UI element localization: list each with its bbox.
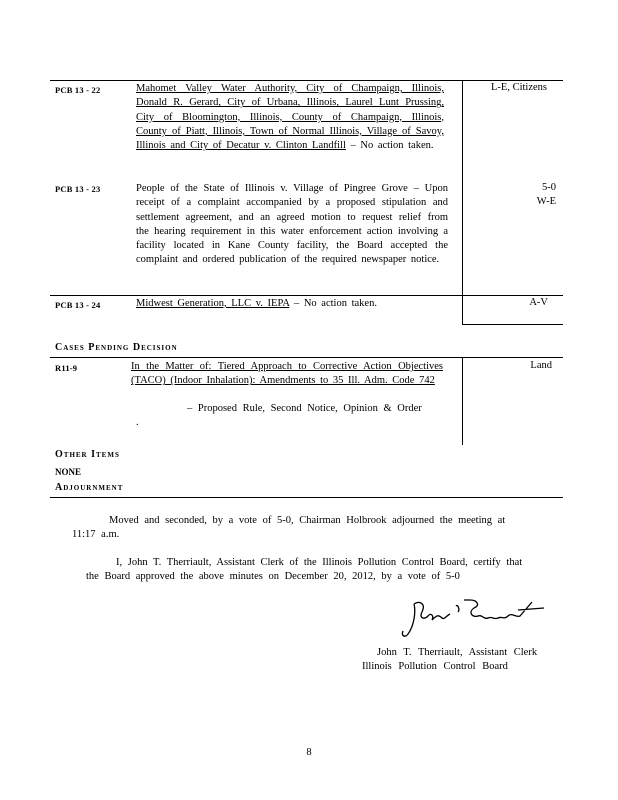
case-description: [136, 82, 444, 153]
case-title: In the Matter of: Tiered Approach to Corrective Action Objectives (TACO) (Indoor Inhalation): Amendments to 35 Ill. Adm. Code 742: [131, 361, 443, 387]
case-action: – No action taken.: [289, 298, 377, 309]
case-number: PCB 13 - 22: [55, 85, 101, 95]
adjournment-paragraph: Moved and seconded, by a vote of 5-0, Chairman Holbrook adjourned the meeting at 11:17 a.m.: [72, 515, 506, 540]
case-description: [131, 360, 443, 389]
case-action: – No action taken.: [345, 140, 434, 152]
case-title: Midwest Generation, LLC v. IEPA: [136, 298, 290, 309]
table-divider: [462, 80, 463, 325]
signature-image: [398, 596, 548, 642]
case-action-end: .: [136, 417, 139, 428]
section-heading-adjournment: Adjournment: [55, 482, 124, 493]
case-result: Land: [530, 360, 552, 371]
case-description: [136, 297, 448, 311]
signature-name-title: John T. Therriault, Assistant Clerk: [377, 647, 538, 658]
case-result: 5-0: [542, 182, 556, 193]
other-items-value: NONE: [55, 467, 82, 477]
case-result: L-E, Citizens: [491, 82, 547, 93]
signature-organization: Illinois Pollution Control Board: [362, 661, 508, 672]
case-number: PCB 13 - 24: [55, 300, 101, 310]
section-heading-other-items: Other Items: [55, 449, 120, 460]
case-number: PCB 13 - 23: [55, 184, 101, 194]
adjournment-rule: [50, 497, 563, 498]
case-action: – Proposed Rule, Second Notice, Opinion & Order: [187, 403, 422, 414]
pending-top-rule: [50, 357, 563, 358]
table-row-rule: [50, 295, 563, 296]
pending-divider: [462, 357, 463, 445]
certification-paragraph: I, John T. Therriault, Assistant Clerk of the Illinois Pollution Control Board, certify that the Board approved the above minutes on December 20, 2012, by a vote of 5-0: [86, 557, 523, 582]
case-title: Mahomet Valley Water Authority, City of Champaign, Illinois, Donald R. Gerard, City of Urbana, Illinois, Laurel Lunt Prussing, City of Bloomington, Illinois, County of Champaign, Illinois, County of Piatt, Illinois, Town of Normal Illinois, Village of Savoy, Illinois and City of Decatur v. Clinton Landfill: [136, 83, 444, 152]
case-description: People of the State of Illinois v. Village of Pingree Grove – Upon receipt of a complaint accompanied by a proposed stipulation and settlement agreement, and an agreed motion to request relief from the hearing requirement in this water enforcement action involving a facility located in Kane County facility, the Board accepted the complaint and ordered publication of the required newspaper notice.: [136, 183, 448, 266]
page-number: 8: [306, 747, 312, 758]
section-heading-pending: Cases Pending Decision: [55, 342, 178, 353]
case-result: W-E: [536, 196, 556, 207]
case-result: A-V: [529, 297, 548, 308]
case-number: R11-9: [55, 363, 78, 373]
table-bottom-rule: [462, 324, 563, 325]
table-top-rule: [50, 80, 563, 81]
